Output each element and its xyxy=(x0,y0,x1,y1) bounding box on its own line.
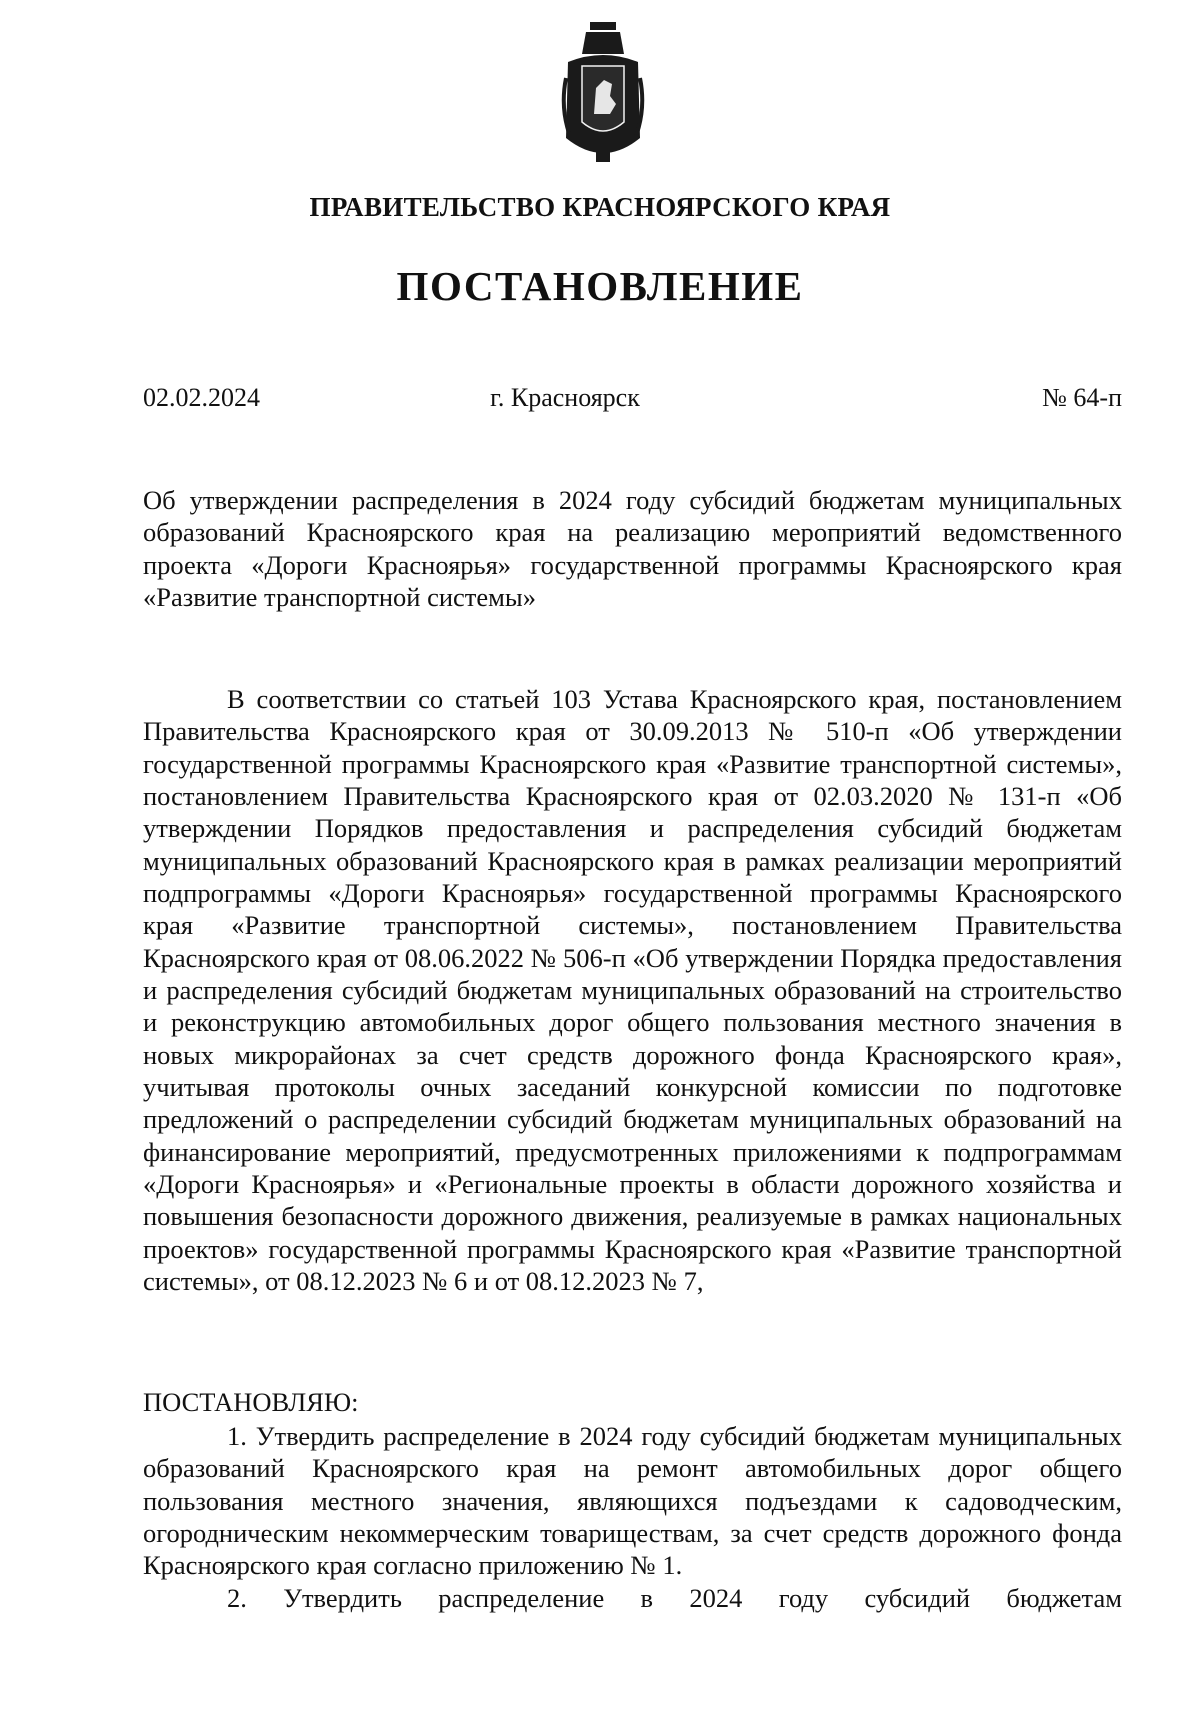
preamble-paragraph: В соответствии со статьей 103 Устава Красноярского края, постановлением Правительства Красноярского края от 30.09.2013 № 510-п «Об утверждении государственной программы Красноярского края «Развитие транспортной системы», постановлением Правительства Красноярского края от 02.03.2020 № 131-п «Об утверждении Порядков предоставления и распределения субсидий бюджетам муниципальных образований Красноярского края в рамках реализации мероприятий подпрограммы «Дороги Красноярья» государственной программы Красноярского края «Развитие транспортной системы», постановлением Правительства Красноярского края от 08.06.2022 № 506-п «Об утверждении Порядка предоставления и распределения субсидий бюджетам муниципальных образований на строительство и реконструкцию автомобильных дорог общего пользования местного значения в новых микрорайонах за счет средств дорожного фонда Красноярского края», учитывая протоколы очных заседаний конкурсной комиссии по подготовке предложений о распределении субсидий бюджетам муниципальных образований на финансирование мероприятий, предусмотренных приложениями к подпрограммам «Дороги Красноярья» и «Региональные проекты в области дорожного хозяйства и повышения безопасности дорожного движения, реализуемые в рамках национальных проектов» государственной программы Красноярского края «Развитие транспортной системы», от 08.12.2023 № 6 и от 08.12.2023 № 7, xyxy=(143,684,1122,1296)
document-date: 02.02.2024 xyxy=(143,383,260,412)
decree-word: ПОСТАНОВЛЯЮ: xyxy=(143,1387,359,1417)
decree-item-2: 2. Утвердить распределение в 2024 году субсидий бюджетам xyxy=(227,1583,1122,1613)
document-number: № 64-п xyxy=(1042,383,1122,412)
document-title: Об утверждении распределения в 2024 году субсидий бюджетам муниципальных образований Красноярского края на реализацию мероприятий ведомственного проекта «Дороги Красноярья» государственной программы Красноярского края «Развитие транспортной системы» xyxy=(143,485,1122,612)
decree-item-1: 1. Утвердить распределение в 2024 году субсидий бюджетам муниципальных образований Красноярского края на ремонт автомобильных дорог общего пользования местного значения, являющихся подъездами к садоводческим, огородническим некоммерческим товариществам, за счет средств дорожного фонда Красноярского края согласно приложению № 1. xyxy=(143,1421,1122,1581)
document-type: ПОСТАНОВЛЕНИЕ xyxy=(396,263,804,309)
organization-name: ПРАВИТЕЛЬСТВО КРАСНОЯРСКОГО КРАЯ xyxy=(309,192,891,222)
document-city: г. Красноярск xyxy=(490,383,640,412)
krasnoyarsk-coat-of-arms-icon xyxy=(560,18,646,168)
